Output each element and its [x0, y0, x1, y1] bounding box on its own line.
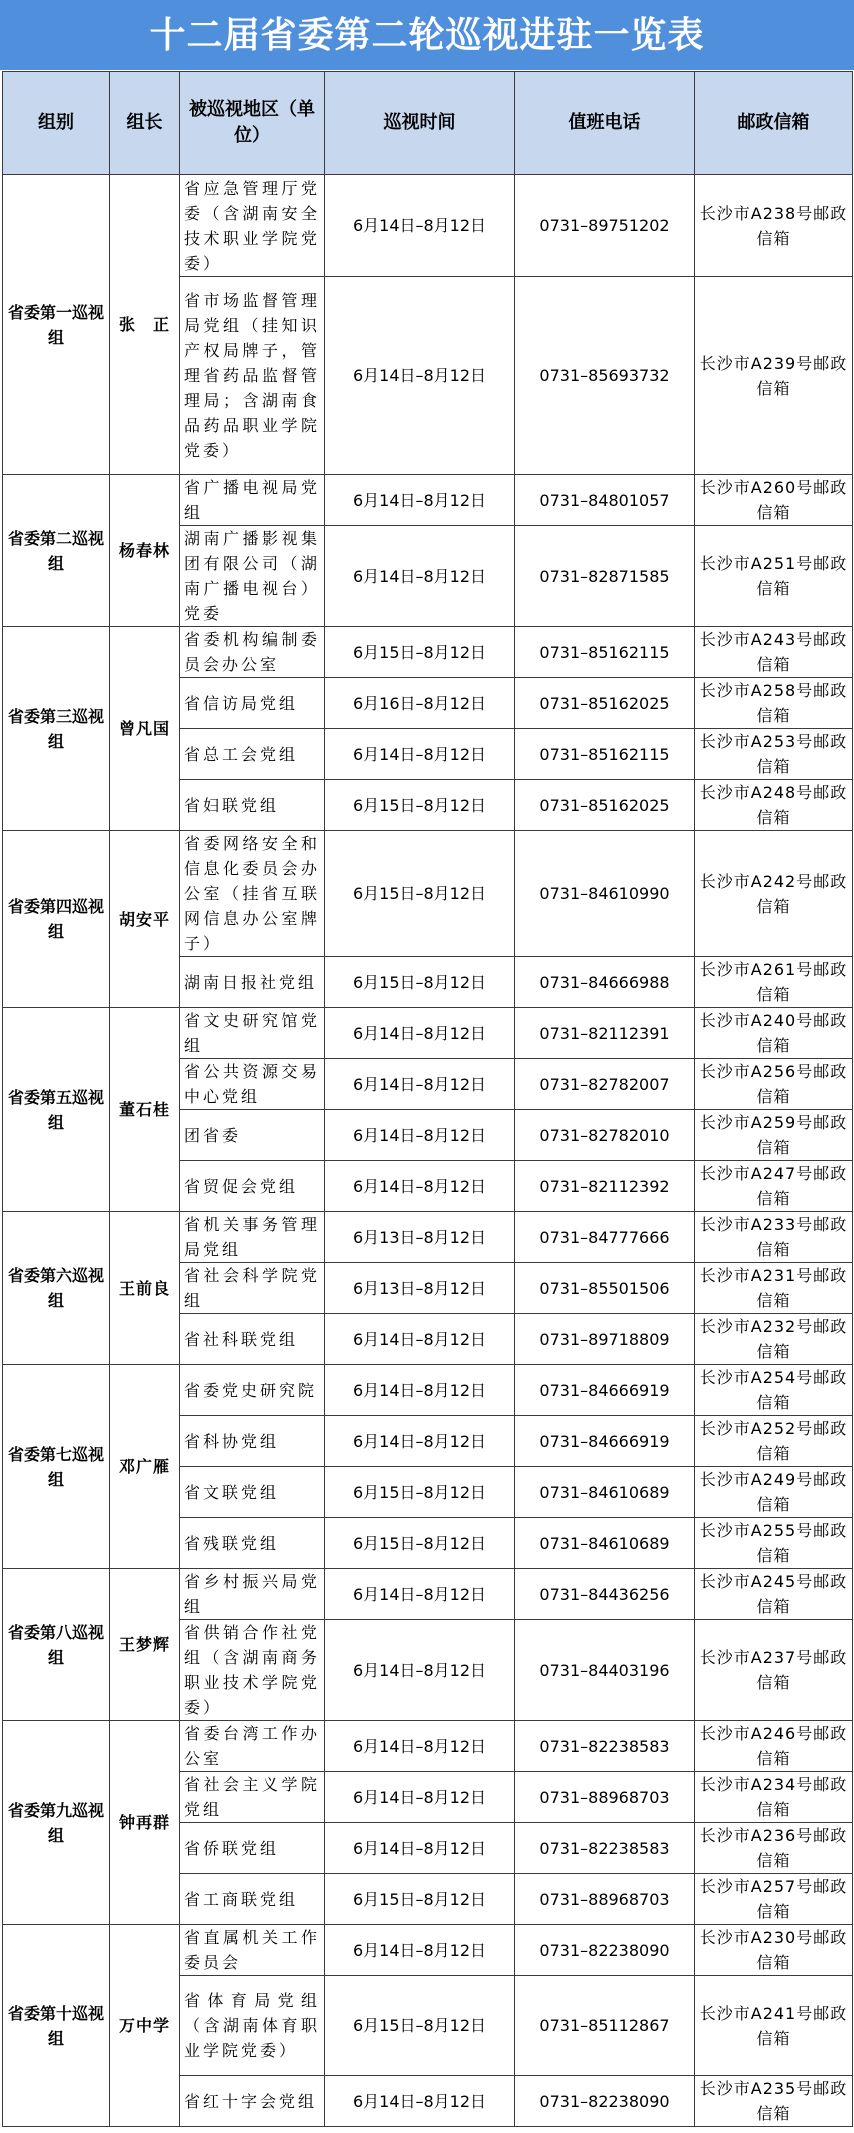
- mailbox-cell: 长沙市A246号邮政信箱: [695, 1721, 853, 1772]
- inspection-time-cell: 6月15日–8月12日: [325, 957, 515, 1008]
- header-leader: 组长: [110, 72, 180, 175]
- inspection-time-cell: 6月14日–8月12日: [325, 1925, 515, 1976]
- mailbox-cell: 长沙市A232号邮政信箱: [695, 1314, 853, 1365]
- header-time: 巡视时间: [325, 72, 515, 175]
- mailbox-cell: 长沙市A235号邮政信箱: [695, 2076, 853, 2127]
- inspected-unit-cell: 省市场监督管理局党组（挂知识产权局牌子，管理省药品监督管理局；含湖南食品药品职业学院党委）: [180, 277, 325, 475]
- inspection-time-cell: 6月14日–8月12日: [325, 1161, 515, 1212]
- duty-phone-cell: 0731–88968703: [515, 1772, 695, 1823]
- inspection-time-cell: 6月16日–8月12日: [325, 678, 515, 729]
- mailbox-cell: 长沙市A253号邮政信箱: [695, 729, 853, 780]
- group-name-cell: 省委第六巡视组: [3, 1212, 110, 1365]
- duty-phone-cell: 0731–85693732: [515, 277, 695, 475]
- table-row: [3, 1925, 853, 1976]
- inspected-unit-cell: 湖南广播影视集团有限公司（湖南广播电视台）党委: [180, 526, 325, 627]
- mailbox-cell: 长沙市A249号邮政信箱: [695, 1467, 853, 1518]
- inspected-unit-cell: 省工商联党组: [180, 1874, 325, 1925]
- inspected-unit-cell: 省广播电视局党组: [180, 475, 325, 526]
- duty-phone-cell: 0731–85162025: [515, 678, 695, 729]
- group-leader-cell: 王梦辉: [110, 1569, 180, 1721]
- mailbox-cell: 长沙市A239号邮政信箱: [695, 277, 853, 475]
- inspected-unit-cell: 省妇联党组: [180, 780, 325, 831]
- mailbox-cell: 长沙市A231号邮政信箱: [695, 1263, 853, 1314]
- inspection-time-cell: 6月14日–8月12日: [325, 1059, 515, 1110]
- inspection-time-cell: 6月14日–8月12日: [325, 1721, 515, 1772]
- duty-phone-cell: 0731–84403196: [515, 1620, 695, 1721]
- duty-phone-cell: 0731–82238583: [515, 1823, 695, 1874]
- mailbox-cell: 长沙市A240号邮政信箱: [695, 1008, 853, 1059]
- duty-phone-cell: 0731–84777666: [515, 1212, 695, 1263]
- inspection-time-cell: 6月14日–8月12日: [325, 2076, 515, 2127]
- inspected-unit-cell: 省体育局党组（含湖南体育职业学院党委）: [180, 1976, 325, 2076]
- inspection-time-cell: 6月14日–8月12日: [325, 1314, 515, 1365]
- inspection-time-cell: 6月15日–8月12日: [325, 1874, 515, 1925]
- inspected-unit-cell: 省乡村振兴局党组: [180, 1569, 325, 1620]
- table-row: [3, 1721, 853, 1772]
- inspection-time-cell: 6月15日–8月12日: [325, 831, 515, 957]
- inspected-unit-cell: 省总工会党组: [180, 729, 325, 780]
- mailbox-cell: 长沙市A251号邮政信箱: [695, 526, 853, 627]
- mailbox-cell: 长沙市A248号邮政信箱: [695, 780, 853, 831]
- group-leader-cell: 张 正: [110, 175, 180, 475]
- inspection-time-cell: 6月13日–8月12日: [325, 1263, 515, 1314]
- inspected-unit-cell: 省贸促会党组: [180, 1161, 325, 1212]
- group-name-cell: 省委第十巡视组: [3, 1925, 110, 2127]
- duty-phone-cell: 0731–84436256: [515, 1569, 695, 1620]
- inspection-time-cell: 6月14日–8月12日: [325, 526, 515, 627]
- duty-phone-cell: 0731–84666919: [515, 1365, 695, 1416]
- inspection-time-cell: 6月15日–8月12日: [325, 627, 515, 678]
- group-leader-cell: 胡安平: [110, 831, 180, 1008]
- duty-phone-cell: 0731–84666919: [515, 1416, 695, 1467]
- mailbox-cell: 长沙市A261号邮政信箱: [695, 957, 853, 1008]
- inspection-time-cell: 6月14日–8月12日: [325, 1110, 515, 1161]
- inspected-unit-cell: 省机关事务管理局党组: [180, 1212, 325, 1263]
- group-leader-cell: 邓广雁: [110, 1365, 180, 1569]
- duty-phone-cell: 0731–84610990: [515, 831, 695, 957]
- duty-phone-cell: 0731–82238090: [515, 2076, 695, 2127]
- group-name-cell: 省委第七巡视组: [3, 1365, 110, 1569]
- table-row: [3, 627, 853, 678]
- inspected-unit-cell: 省残联党组: [180, 1518, 325, 1569]
- inspection-time-cell: 6月14日–8月12日: [325, 1365, 515, 1416]
- table-row: [3, 1365, 853, 1416]
- mailbox-cell: 长沙市A258号邮政信箱: [695, 678, 853, 729]
- duty-phone-cell: 0731–89718809: [515, 1314, 695, 1365]
- group-name-cell: 省委第一巡视组: [3, 175, 110, 475]
- duty-phone-cell: 0731–85162025: [515, 780, 695, 831]
- inspected-unit-cell: 省委台湾工作办公室: [180, 1721, 325, 1772]
- inspection-time-cell: 6月14日–8月12日: [325, 475, 515, 526]
- inspected-unit-cell: 团省委: [180, 1110, 325, 1161]
- duty-phone-cell: 0731–82112391: [515, 1008, 695, 1059]
- inspected-unit-cell: 省红十字会党组: [180, 2076, 325, 2127]
- inspection-time-cell: 6月14日–8月12日: [325, 1620, 515, 1721]
- inspected-unit-cell: 省委网络安全和信息化委员会办公室（挂省互联网信息办公室牌子）: [180, 831, 325, 957]
- inspection-time-cell: 6月15日–8月12日: [325, 1976, 515, 2076]
- inspection-time-cell: 6月14日–8月12日: [325, 1416, 515, 1467]
- group-name-cell: 省委第四巡视组: [3, 831, 110, 1008]
- table-row: [3, 1569, 853, 1620]
- header-phone: 值班电话: [515, 72, 695, 175]
- mailbox-cell: 长沙市A243号邮政信箱: [695, 627, 853, 678]
- mailbox-cell: 长沙市A230号邮政信箱: [695, 1925, 853, 1976]
- duty-phone-cell: 0731–84610689: [515, 1467, 695, 1518]
- inspected-unit-cell: 省社会科学院党组: [180, 1263, 325, 1314]
- duty-phone-cell: 0731–82238090: [515, 1925, 695, 1976]
- mailbox-cell: 长沙市A254号邮政信箱: [695, 1365, 853, 1416]
- inspected-unit-cell: 湖南日报社党组: [180, 957, 325, 1008]
- duty-phone-cell: 0731–82871585: [515, 526, 695, 627]
- mailbox-cell: 长沙市A247号邮政信箱: [695, 1161, 853, 1212]
- inspected-unit-cell: 省委党史研究院: [180, 1365, 325, 1416]
- table-row: [3, 831, 853, 957]
- inspection-time-cell: 6月14日–8月12日: [325, 1772, 515, 1823]
- duty-phone-cell: 0731–82782010: [515, 1110, 695, 1161]
- duty-phone-cell: 0731–82112392: [515, 1161, 695, 1212]
- duty-phone-cell: 0731–82782007: [515, 1059, 695, 1110]
- inspection-time-cell: 6月15日–8月12日: [325, 1518, 515, 1569]
- group-name-cell: 省委第八巡视组: [3, 1569, 110, 1721]
- group-name-cell: 省委第二巡视组: [3, 475, 110, 627]
- table-body: [3, 175, 853, 2127]
- mailbox-cell: 长沙市A259号邮政信箱: [695, 1110, 853, 1161]
- mailbox-cell: 长沙市A252号邮政信箱: [695, 1416, 853, 1467]
- group-name-cell: 省委第九巡视组: [3, 1721, 110, 1925]
- duty-phone-cell: 0731–85501506: [515, 1263, 695, 1314]
- duty-phone-cell: 0731–89751202: [515, 175, 695, 277]
- group-name-cell: 省委第三巡视组: [3, 627, 110, 831]
- header-unit: 被巡视地区（单位）: [180, 72, 325, 175]
- table-row: [3, 1008, 853, 1059]
- inspected-unit-cell: 省应急管理厅党委（含湖南安全技术职业学院党委）: [180, 175, 325, 277]
- group-leader-cell: 杨春林: [110, 475, 180, 627]
- mailbox-cell: 长沙市A241号邮政信箱: [695, 1976, 853, 2076]
- mailbox-cell: 长沙市A236号邮政信箱: [695, 1823, 853, 1874]
- inspected-unit-cell: 省文联党组: [180, 1467, 325, 1518]
- mailbox-cell: 长沙市A257号邮政信箱: [695, 1874, 853, 1925]
- duty-phone-cell: 0731–84666988: [515, 957, 695, 1008]
- mailbox-cell: 长沙市A237号邮政信箱: [695, 1620, 853, 1721]
- table-row: [3, 1212, 853, 1263]
- inspected-unit-cell: 省信访局党组: [180, 678, 325, 729]
- inspected-unit-cell: 省侨联党组: [180, 1823, 325, 1874]
- duty-phone-cell: 0731–85112867: [515, 1976, 695, 2076]
- inspection-time-cell: 6月14日–8月12日: [325, 1823, 515, 1874]
- inspected-unit-cell: 省直属机关工作委员会: [180, 1925, 325, 1976]
- inspection-time-cell: 6月15日–8月12日: [325, 1467, 515, 1518]
- mailbox-cell: 长沙市A245号邮政信箱: [695, 1569, 853, 1620]
- inspection-table: [2, 71, 853, 2127]
- inspected-unit-cell: 省文史研究馆党组: [180, 1008, 325, 1059]
- mailbox-cell: 长沙市A238号邮政信箱: [695, 175, 853, 277]
- inspected-unit-cell: 省委机构编制委员会办公室: [180, 627, 325, 678]
- mailbox-cell: 长沙市A256号邮政信箱: [695, 1059, 853, 1110]
- duty-phone-cell: 0731–82238583: [515, 1721, 695, 1772]
- inspection-time-cell: 6月14日–8月12日: [325, 1569, 515, 1620]
- table-row: [3, 175, 853, 277]
- table-row: [3, 475, 853, 526]
- duty-phone-cell: 0731–84610689: [515, 1518, 695, 1569]
- inspected-unit-cell: 省社科联党组: [180, 1314, 325, 1365]
- group-leader-cell: 董石桂: [110, 1008, 180, 1212]
- inspection-time-cell: 6月13日–8月12日: [325, 1212, 515, 1263]
- header-group: 组别: [3, 72, 110, 175]
- inspected-unit-cell: 省科协党组: [180, 1416, 325, 1467]
- inspected-unit-cell: 省社会主义学院党组: [180, 1772, 325, 1823]
- duty-phone-cell: 0731–88968703: [515, 1874, 695, 1925]
- group-leader-cell: 钟再群: [110, 1721, 180, 1925]
- header-mailbox: 邮政信箱: [695, 72, 853, 175]
- mailbox-cell: 长沙市A242号邮政信箱: [695, 831, 853, 957]
- page-title: 十二届省委第二轮巡视进驻一览表: [0, 0, 854, 70]
- duty-phone-cell: 0731–84801057: [515, 475, 695, 526]
- inspection-time-cell: 6月14日–8月12日: [325, 1008, 515, 1059]
- inspection-time-cell: 6月14日–8月12日: [325, 175, 515, 277]
- group-name-cell: 省委第五巡视组: [3, 1008, 110, 1212]
- group-leader-cell: 王前良: [110, 1212, 180, 1365]
- mailbox-cell: 长沙市A260号邮政信箱: [695, 475, 853, 526]
- duty-phone-cell: 0731–85162115: [515, 729, 695, 780]
- inspected-unit-cell: 省供销合作社党组（含湖南商务职业技术学院党委）: [180, 1620, 325, 1721]
- group-leader-cell: 万中学: [110, 1925, 180, 2127]
- mailbox-cell: 长沙市A255号邮政信箱: [695, 1518, 853, 1569]
- header-row: [3, 72, 853, 175]
- inspected-unit-cell: 省公共资源交易中心党组: [180, 1059, 325, 1110]
- group-leader-cell: 曾凡国: [110, 627, 180, 831]
- inspection-time-cell: 6月15日–8月12日: [325, 780, 515, 831]
- duty-phone-cell: 0731–85162115: [515, 627, 695, 678]
- inspection-time-cell: 6月14日–8月12日: [325, 729, 515, 780]
- mailbox-cell: 长沙市A234号邮政信箱: [695, 1772, 853, 1823]
- mailbox-cell: 长沙市A233号邮政信箱: [695, 1212, 853, 1263]
- inspection-time-cell: 6月14日–8月12日: [325, 277, 515, 475]
